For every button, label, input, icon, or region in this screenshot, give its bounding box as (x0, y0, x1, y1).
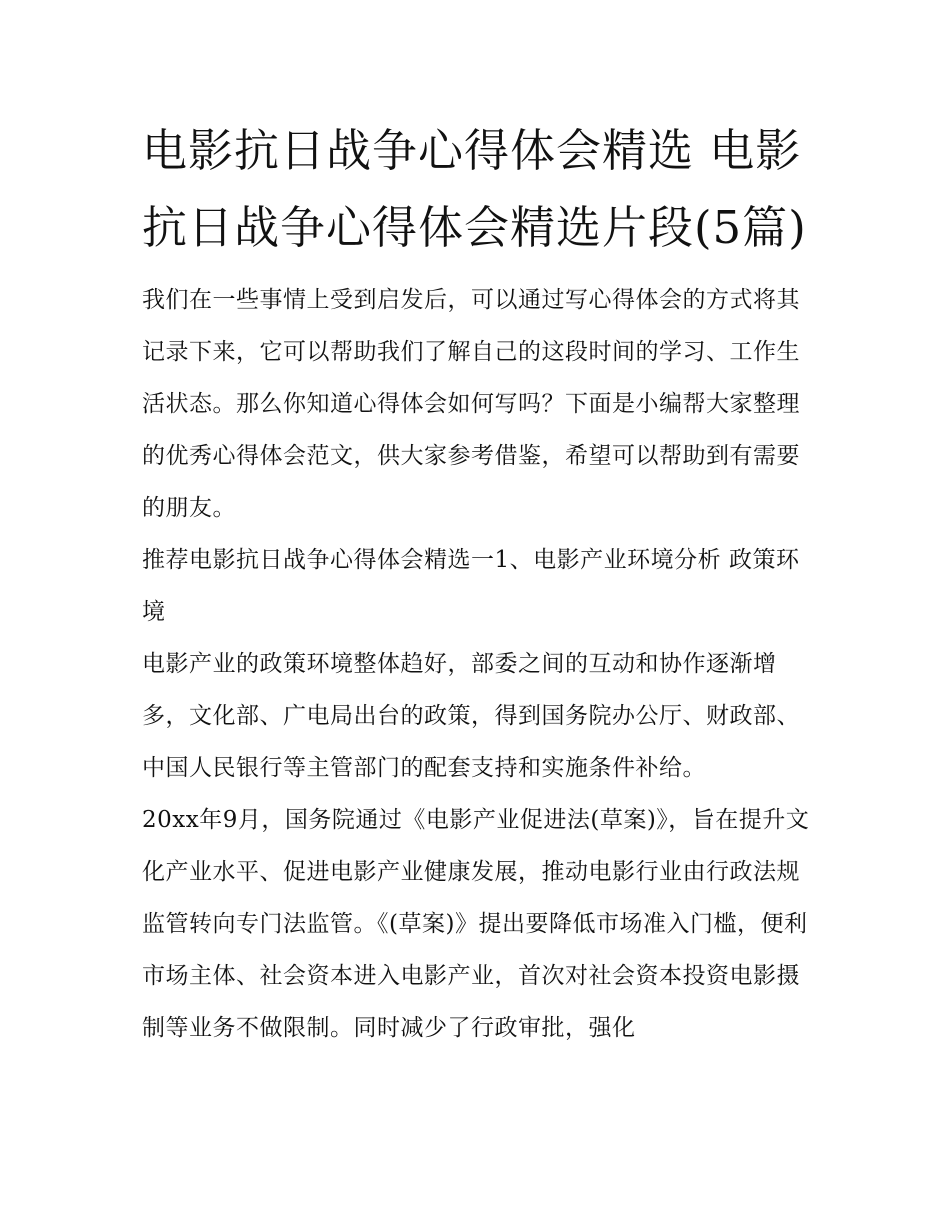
intro-paragraph: 我们在一些事情上受到启发后，可以通过写心得体会的方式将其记录下来，它可以帮助我们了解自己的这段时间的学习、工作生活状态。那么你知道心得体会如何写吗？下面是小编帮大家整理的优秀心得体会范文，供大家参考借鉴，希望可以帮助到有需要的朋友。 (142, 287, 800, 521)
document-page (142, 112, 814, 1054)
section-heading: 推荐电影抗日战争心得体会精选一1、电影产业环境分析 政策环境 (142, 547, 800, 625)
document-title: 电影抗日战争心得体会精选 电影抗日战争心得体会精选片段(5篇) (142, 124, 807, 254)
body-paragraph-policy: 电影产业的政策环境整体趋好，部委之间的互动和协作逐渐增多，文化部、广电局出台的政策，得到国务院办公厅、财政部、中国人民银行等主管部门的配套支持和实施条件补给。 (142, 651, 800, 781)
body-paragraph-law: 20xx年9月，国务院通过《电影产业促进法(草案)》，旨在提升文化产业水平、促进电影产业健康发展，推动电影行业由行政法规监管转向专门法监管。《(草案)》提出要降低市场准入门槛，便利市场主体、社会资本进入电影产业，首次对社会资本投资电影摄制等业务不做限制。同时减少了行政审批，强化 (142, 807, 810, 1041)
